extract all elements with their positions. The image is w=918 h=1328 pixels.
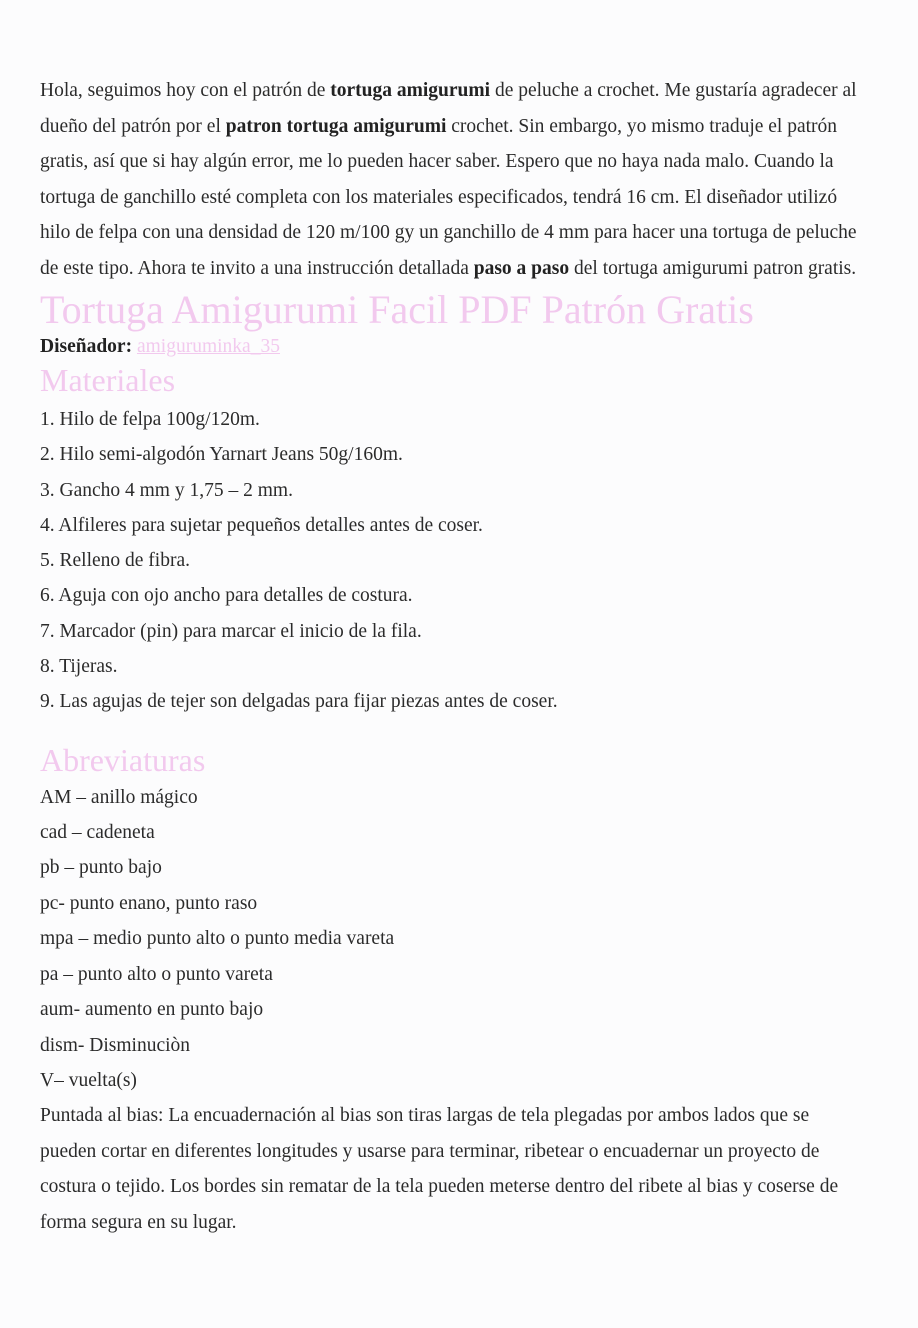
intro-paragraph [40,73,870,286]
list-item: aum- aumento en punto bajo [40,999,264,1021]
list-item: 8. Tijeras. [40,656,118,678]
intro-bold-2: patron tortuga amigurumi [225,115,447,137]
list-item: pb – punto bajo [40,857,162,879]
designer-line [40,332,870,362]
list-item: cad – cadeneta [40,822,155,844]
article-content [40,73,870,1240]
list-item: 1. Hilo de felpa 100g/120m. [40,409,260,430]
list-item: pa – punto alto o punto vareta [40,963,273,985]
list-item: 5. Relleno de fibra. [40,550,190,572]
list-item: 7. Marcador (pin) para marcar el inicio de la fila. [40,620,422,642]
list-item: 4. Alfileres para sujetar pequeños detalles antes de coser. [40,514,483,536]
intro-bold-1: tortuga amigurumi [330,80,491,101]
list-item: pc- punto enano, punto raso [40,892,258,914]
intro-text-1: Hola, seguimos hoy con el patrón de [40,80,331,101]
list-item: mpa – medio punto alto o punto media vareta [40,928,395,950]
abbreviations-list [40,780,870,1099]
intro-text-3: crochet. Sin embargo, yo mismo traduje el patrón gratis, así que si hay algún error, me lo pueden hacer saber. Espero que no haya nada malo. Cuando la tortuga de ganchillo esté completa con los materiales especificados, tendrá 16 cm. El diseñador utilizó hilo de felpa con una densidad de 120 m/100 gy un ganchillo de 4 mm para hacer una tortuga de peluche de este tipo. Ahora te invito a una instrucción detallada [40,115,857,279]
designer-link[interactable]: amiguruminka_35 [136,336,280,357]
page-title: Tortuga Amigurumi Facil PDF Patrón Gratis [40,287,754,332]
list-item: 6. Aguja con ojo ancho para detalles de costura. [40,585,413,607]
list-item: 3. Gancho 4 mm y 1,75 – 2 mm. [40,479,293,501]
list-item: 9. Las agujas de tejer son delgadas para fijar piezas antes de coser. [40,691,558,713]
materials-heading: Materiales [40,362,176,398]
intro-bold-3: paso a paso [473,257,570,279]
intro-text-4: del tortuga amigurumi patron gratis. [569,257,857,279]
list-item: AM – anillo mágico [40,786,198,808]
abbreviations-heading: Abreviaturas [40,741,206,778]
materials-list [40,402,870,720]
list-item: dism- Disminuciòn [40,1034,191,1056]
bias-stitch-note: Puntada al bias: La encuadernación al bias son tiras largas de tela plegadas por ambos lados que se pueden cortar en diferentes longitudes y usarse para terminar, ribetear o encuadernar un proyecto de costura o tejido. Los bordes sin rematar de la tela pueden meterse dentro del ribete al bias y coserse de forma segura en su lugar. [40,1105,839,1233]
list-item: 2. Hilo semi-algodón Yarnart Jeans 50g/160m. [40,444,403,466]
designer-label: Diseñador: [40,336,133,357]
list-item: V– vuelta(s) [40,1069,137,1091]
intro-text-2: de peluche a crochet. Me gustaría agradecer al dueño del patrón por el [40,80,857,137]
